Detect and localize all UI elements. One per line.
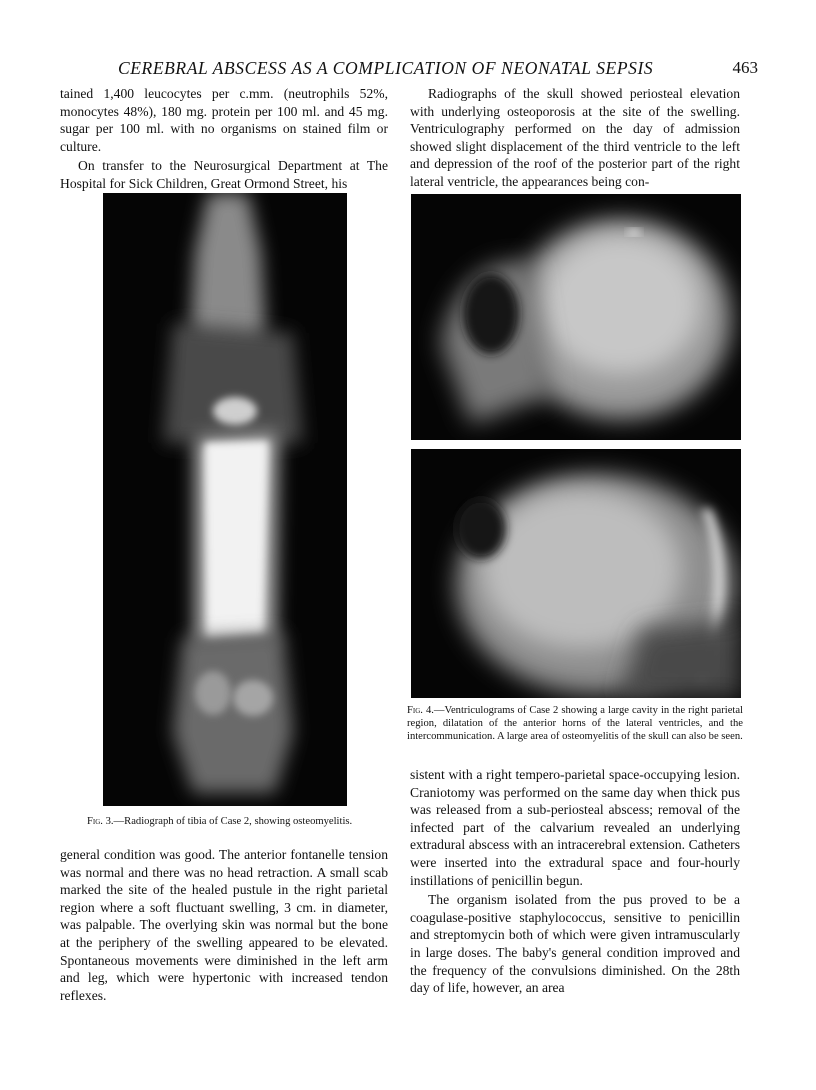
running-title: CEREBRAL ABSCESS AS A COMPLICATION OF NEONATAL SEPSIS	[118, 58, 654, 78]
figure-4-caption-text: —Ventriculograms of Case 2 showing a large cavity in the right parietal region, dilatation of the anterior horns of the lateral ventricles, and the intercommunication. A large area of osteomyelitis of the skull can also be seen.	[407, 705, 743, 742]
paragraph: The organism isolated from the pus proved to be a coagulase-positive staphylococcus, sensitive to penicillin and streptomycin both of which were given intramuscularly in large doses. The baby's general condition improved and the frequency of the convulsions diminished. On the 28th day of life, however, an area	[410, 892, 740, 996]
page-number: 463	[732, 58, 758, 77]
paragraph: sistent with a right tempero-parietal space-occupying lesion. Craniotomy was performed on the same day when thick pus was released from a sub-periosteal abscess; removal of the infected part of the calvarium revealed an underlying extradural abscess with an intracerebral extension. Catheters were inserted into the extradural space and four-hourly instillations of penicillin begun.	[410, 767, 740, 888]
figure-3-caption-text: —Radiograph of tibia of Case 2, showing osteomyelitis.	[113, 816, 353, 827]
figure-3-caption	[87, 815, 387, 828]
figure-4-ventriculogram-lower	[411, 449, 741, 698]
paragraph: tained 1,400 leucocytes per c.mm. (neutrophils 52%, monocytes 48%), 180 mg. protein per 100 ml. and 45 mg. sugar per 100 ml. with no organisms on stained film or culture.	[60, 86, 388, 154]
figure-4-caption	[407, 704, 743, 743]
figure-4-label: Fig. 4.	[407, 705, 434, 716]
figure-3-radiograph-tibia	[103, 193, 347, 806]
running-header	[118, 58, 758, 82]
figure-3-label: Fig. 3.	[87, 816, 114, 827]
right-column-top-text	[410, 85, 740, 191]
paragraph: general condition was good. The anterior fontanelle tension was normal and there was no head retraction. A small scab marked the site of the healed pustule in the right parietal region where a soft fluctuant swelling, 3 cm. in diameter, was palpable. The overlying skin was normal but the bone at the periphery of the swelling appeared to be elevated. Spontaneous movements were diminished in the left arm and leg, which were hypertonic with increased tendon reflexes.	[60, 847, 388, 1003]
paragraph: On transfer to the Neurosurgical Department at The Hospital for Sick Children, Great Ormond Street, his	[60, 158, 388, 191]
tibia-radiograph-image	[103, 193, 347, 806]
figure-4-ventriculogram-upper	[411, 194, 741, 440]
ventriculogram-upper-image	[411, 194, 741, 440]
right-column-bottom-text	[410, 766, 740, 997]
paragraph: Radiographs of the skull showed periosteal elevation with underlying osteoporosis at the site of the swelling. Ventriculography performed on the day of admission showed slight displacement of the third ventricle to the left and depression of the roof of the posterior part of the right lateral ventricle, the appearances being con-	[410, 86, 740, 189]
left-column-top-text	[60, 85, 388, 193]
left-column-bottom-text	[60, 846, 388, 1004]
ventriculogram-lower-image	[411, 449, 741, 698]
